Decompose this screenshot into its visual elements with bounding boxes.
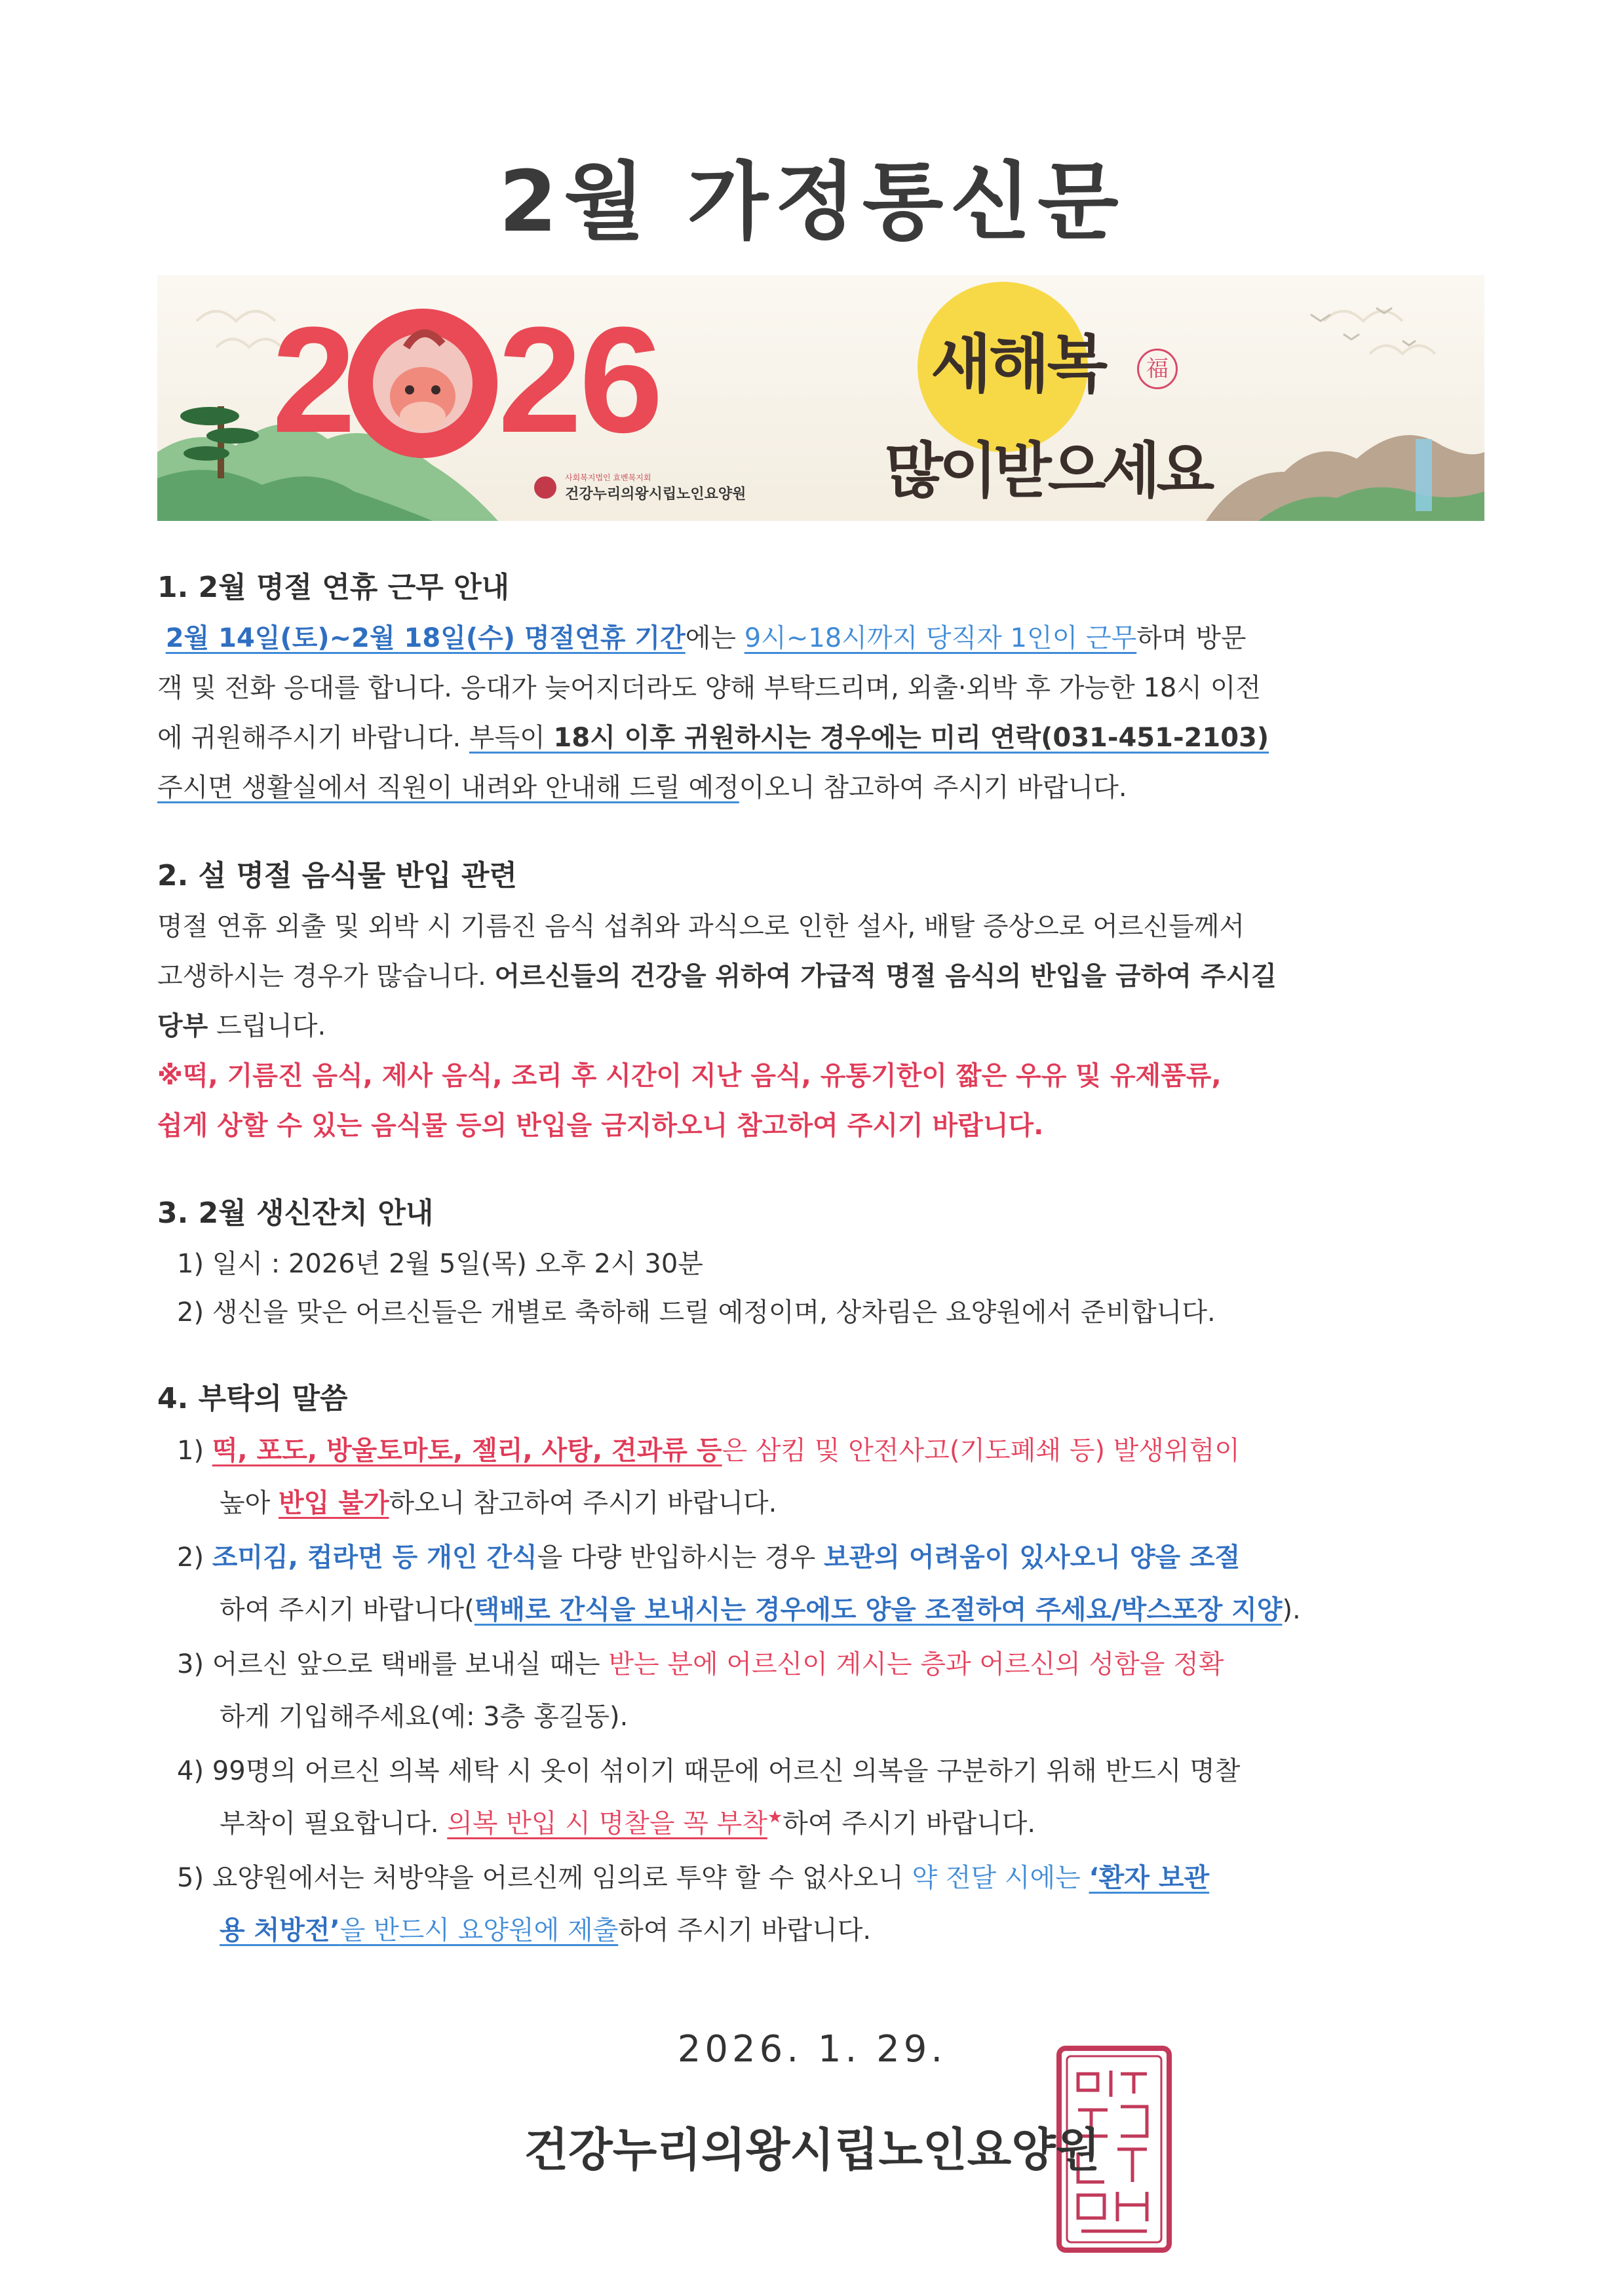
section-4-item-4-cont: 부착이 필요합니다. 의복 반입 시 명찰을 꼭 부착★하여 주시기 바랍니다. [220, 1807, 1036, 1839]
section-4-item-3: 3) 어르신 앞으로 택배를 보내실 때는 받는 분에 어르신이 계시는 층과 어르신의 성함을 정확 [177, 1649, 1224, 1679]
banner-org-logo [534, 472, 746, 503]
banned-foods: 떡, 포도, 방울토마토, 젤리, 사탕, 견과류 등 [212, 1436, 722, 1466]
section-2-warning-2: 쉽게 상할 수 있는 음식물 등의 반입을 금지하오니 참고하여 주시기 바랍니다. [157, 1111, 1044, 1141]
section-4-item-4: 4) 99명의 어르신 의복 세탁 시 옷이 섞이기 때문에 어르신 의복을 구분하기 위해 반드시 명찰 [177, 1756, 1241, 1786]
section-4-item-5: 5) 요양원에서는 처방약을 어르신께 임의로 투약 할 수 없사오니 약 전달 시에는 ‘환자 보관 [177, 1863, 1210, 1893]
org-logo-icon [534, 476, 556, 499]
section-1-line-1: 2월 14일(토)~2월 18일(수) 명절연휴 기간에는 9시~18시까지 당직자 1인이 근무하며 방문 [165, 623, 1247, 653]
section-1-heading: 1. 2월 명절 연휴 근무 안내 [157, 571, 510, 604]
section-2-heading: 2. 설 명절 음식물 반입 관련 [157, 859, 517, 892]
star-icon: ★ [767, 1807, 783, 1827]
section-3-item-2: 2) 생신을 맞은 어르신들은 개별로 축하해 드릴 예정이며, 상차림은 요양원에서 준비합니다. [177, 1297, 1216, 1328]
section-3-heading: 3. 2월 생신잔치 안내 [157, 1196, 434, 1230]
year-graphic [360, 321, 485, 446]
issue-date: 2026. 1. 29. [677, 2028, 947, 2071]
new-year-banner [157, 275, 1484, 521]
section-2-line-2: 고생하시는 경우가 많습니다. 어르신들의 건강을 위하여 가급적 명절 음식의 반입을 금하여 주시길 [157, 961, 1277, 991]
banner-greeting-1: 새해복 [931, 327, 1106, 401]
organization-name: 건강누리의왕시립노인요양원 [524, 2123, 1100, 2177]
banner-org-small-1: 사회복지법인 효벤복지회 [565, 473, 651, 482]
banner-hanja-stamp: 福 [1137, 349, 1178, 389]
year-digits-26: 26 [498, 296, 661, 464]
section-4-item-1-cont: 높아 반입 불가하오니 참고하여 주시기 바랍니다. [220, 1488, 777, 1518]
duty-hours: 9시~18시까지 당직자 1인이 근무 [744, 623, 1137, 653]
section-1-line-4: 주시면 생활실에서 직원이 내려와 안내해 드릴 예정이오니 참고하여 주시기 바랍니다. [157, 773, 1127, 803]
section-1-line-3: 에 귀원해주시기 바랍니다. 부득이 18시 이후 귀원하시는 경우에는 미리 연락(031-451-2103) [157, 723, 1269, 753]
page-title: 2월 가정통신문 [499, 153, 1125, 251]
section-2-warning-1: ※떡, 기름진 음식, 제사 음식, 조리 후 시간이 지난 음식, 유통기한이 짧은 우유 및 유제품류, [157, 1061, 1222, 1091]
section-4-item-2: 2) 조미김, 컵라면 등 개인 간식을 다량 반입하시는 경우 보관의 어려움이 있사오니 양을 조절 [177, 1542, 1241, 1573]
banner-org-small-2: 건강누리의왕시립노인요양원 [565, 486, 746, 503]
year-digit-2a: 2 [272, 296, 356, 464]
section-4-item-5-cont: 용 처방전’을 반드시 요양원에 제출하여 주시기 바랍니다. [220, 1915, 872, 1945]
banner-greeting-2: 많이받으세요 [885, 435, 1211, 506]
holiday-period: 2월 14일(토)~2월 18일(수) 명절연휴 기간 [165, 623, 686, 653]
section-2-line-1: 명절 연휴 외출 및 외박 시 기름진 음식 섭취와 과식으로 인한 설사, 배탈 증상으로 어르신들께서 [157, 911, 1245, 942]
section-2-line-3: 당부 드립니다. [157, 1011, 326, 1041]
section-4-item-2-cont: 하여 주시기 바랍니다(택배로 간식을 보내시는 경우에도 양을 조절하여 주세요/박스포장 지양). [220, 1595, 1301, 1625]
section-4-item-1: 1) 떡, 포도, 방울토마토, 젤리, 사탕, 견과류 등은 삼킴 및 안전사고(기도폐쇄 등) 발생위험이 [177, 1436, 1240, 1466]
section-1-line-2: 객 및 전화 응대를 합니다. 응대가 늦어지더라도 양해 부탁드리며, 외출·외박 후 가능한 18시 이전 [157, 673, 1262, 703]
return-contact: 18시 이후 귀원하시는 경우에는 미리 연락(031-451-2103) [553, 723, 1269, 753]
section-4-item-3-cont: 하게 기입해주세요(예: 3층 홍길동). [220, 1702, 628, 1732]
section-3-item-1: 1) 일시 : 2026년 2월 5일(목) 오후 2시 30분 [177, 1249, 703, 1279]
section-4-heading: 4. 부탁의 말씀 [157, 1382, 348, 1415]
